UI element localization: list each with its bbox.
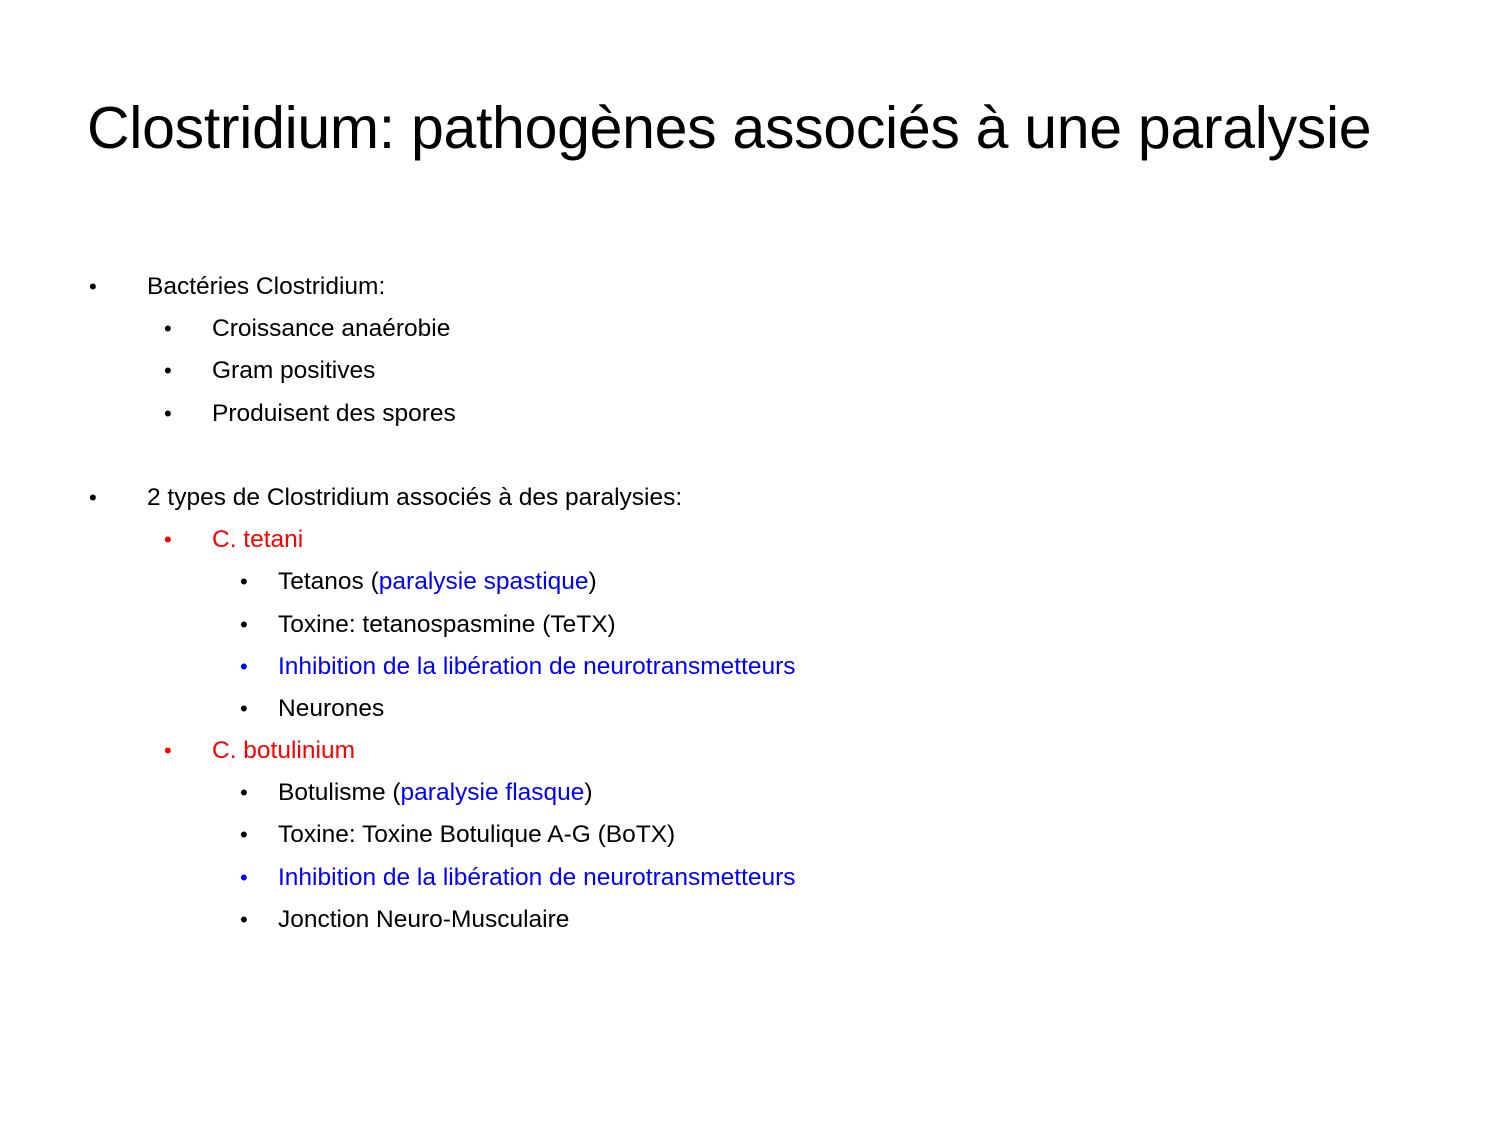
list-item-growth (0, 308, 1500, 350)
list-item-tetanos (0, 561, 1500, 603)
bullet-icon: • (240, 822, 248, 848)
bullet-text: Toxine: Toxine Botulique A-G (BoTX) (278, 821, 676, 849)
bullet-text-suffix: ) (584, 779, 593, 807)
bullet-text-prefix: Tetanos ( (278, 568, 379, 596)
list-item-types (0, 477, 1500, 519)
bullet-text: Produisent des spores (212, 399, 456, 427)
slide-title: Clostridium: pathogènes associés à une paralysie (87, 95, 1372, 161)
bullet-text: C. botulinium (212, 737, 355, 765)
bullet-icon: • (89, 484, 97, 510)
bullet-icon: • (240, 569, 248, 595)
bullet-icon: • (240, 906, 248, 932)
bullet-icon: • (89, 274, 97, 299)
bullet-text: Inhibition de la libération de neurotransmetteurs (278, 863, 796, 891)
list-item-tetani-toxin (0, 604, 1500, 646)
list-item-spores (0, 393, 1500, 435)
bullet-icon: • (240, 653, 248, 679)
bullet-icon: • (164, 316, 172, 342)
bullet-icon: • (164, 527, 172, 553)
highlight-text: paralysie spastique (378, 568, 589, 596)
bullet-text (278, 561, 597, 603)
list-item-neurones (0, 688, 1500, 730)
bullet-text: C. tetani (212, 526, 304, 554)
list-item-tetani-inhibition (0, 646, 1500, 688)
bullet-icon: • (240, 611, 248, 637)
list-item-botulinium (0, 730, 1500, 772)
bullet-icon: • (164, 358, 172, 384)
bullet-icon: • (240, 864, 248, 890)
bullet-text: Croissance anaérobie (212, 315, 451, 343)
bullet-text (278, 772, 593, 814)
bullet-icon: • (164, 738, 172, 764)
bullet-text: Toxine: tetanospasmine (TeTX) (278, 610, 616, 638)
list-spacer (0, 435, 1500, 477)
list-item-gram (0, 350, 1500, 392)
bullet-text: 2 types de Clostridium associés à des paralysies: (147, 483, 683, 511)
list-item-botulisme (0, 772, 1500, 814)
highlight-text: paralysie flasque (400, 779, 585, 807)
list-item-tetani (0, 519, 1500, 561)
list-item-botulinium-inhibition (0, 857, 1500, 899)
bullet-text-suffix: ) (588, 568, 597, 596)
bullet-icon: • (240, 695, 248, 721)
list-item-junction (0, 899, 1500, 941)
list-item-bacteria (0, 266, 1500, 308)
bullet-text: Bactéries Clostridium: (147, 273, 386, 300)
bullet-icon: • (240, 780, 248, 806)
bullet-text: Inhibition de la libération de neurotransmetteurs (278, 652, 796, 680)
list-item-botulinium-toxin (0, 814, 1500, 856)
bullet-text: Jonction Neuro-Musculaire (278, 905, 570, 933)
bullet-text: Neurones (278, 694, 385, 722)
bullet-text: Gram positives (212, 357, 376, 385)
bullet-icon: • (164, 400, 172, 426)
bullet-text-prefix: Botulisme ( (278, 779, 401, 807)
bullet-list (0, 266, 1500, 941)
